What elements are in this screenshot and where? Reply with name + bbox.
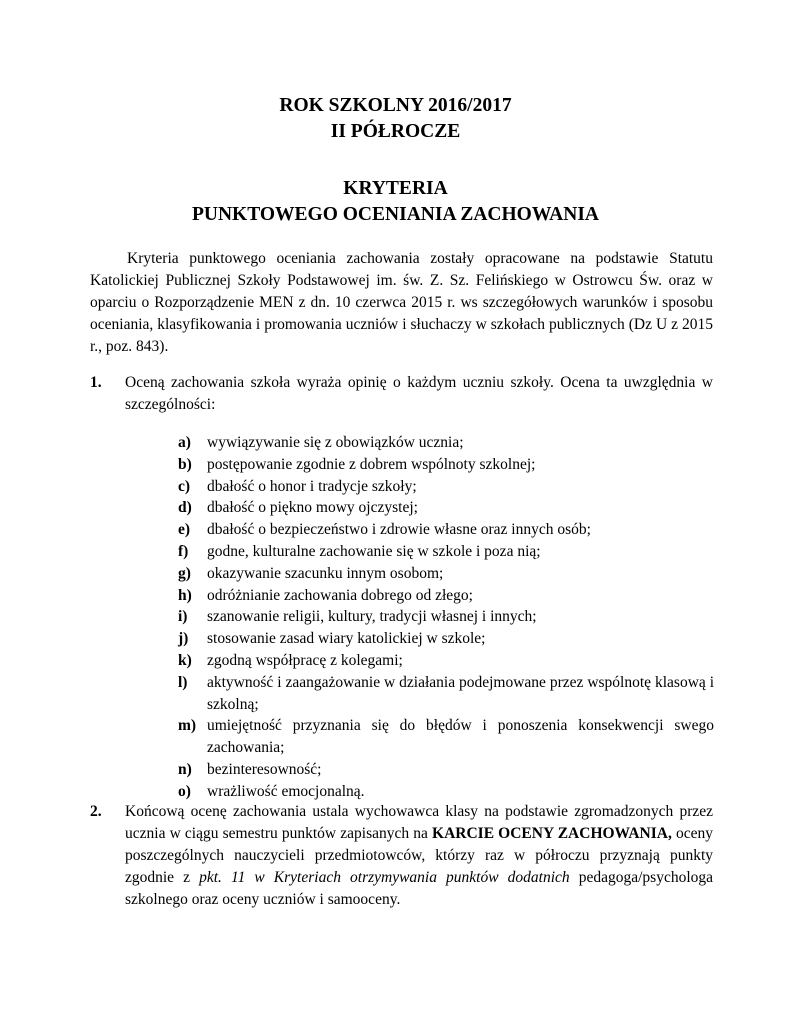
list-item-label: j)	[178, 630, 189, 648]
list-item-label: c)	[178, 477, 191, 495]
list-item	[178, 454, 714, 476]
list-item-text: godne, kulturalne zachowanie się w szkole i poza nią;	[207, 542, 541, 560]
list-item-text: wywiązywanie się z obowiązków ucznia;	[207, 434, 464, 451]
section-1-text: Oceną zachowania szkoła wyraża opinię o każdym uczniu szkoły. Ocena ta uwzględnia w szczególności:	[125, 374, 713, 413]
section-2-number: 2.	[90, 803, 102, 820]
criteria-subheading: PUNKTOWEGO OCENIANIA ZACHOWANIA	[191, 204, 600, 225]
list-item-label: f)	[178, 542, 189, 560]
section-2-text-c: pedagoga/psychologa szkolnego oraz oceny uczniów i samooceny.	[125, 869, 714, 908]
school-year-heading: ROK SZKOLNY 2016/2017	[279, 95, 512, 116]
list-item-label: a)	[178, 434, 191, 451]
list-item-label: e)	[178, 521, 191, 539]
list-item-label: n)	[178, 760, 192, 778]
list-item	[178, 497, 714, 519]
list-item-text: okazywanie szacunku innym osobom;	[207, 564, 444, 582]
list-item-label: o)	[178, 782, 191, 800]
list-item-text: stosowanie zasad wiary katolickiej w szkole;	[207, 630, 486, 648]
list-item	[178, 541, 714, 563]
list-item-label: m)	[178, 717, 197, 735]
list-item-text: odróżnianie zachowania dobrego od złego;	[207, 586, 473, 604]
list-item-label: i)	[178, 608, 188, 626]
criteria-heading: KRYTERIA	[343, 178, 448, 199]
list-item	[178, 476, 714, 498]
list-item	[178, 519, 714, 541]
list-item	[178, 759, 714, 781]
criteria-list	[178, 432, 714, 803]
list-item-label: b)	[178, 455, 192, 473]
section-2-text	[125, 801, 713, 911]
list-item-text: aktywność i zaangażowanie w działania podejmowane przez wspólnotę klasową i szkolną;	[207, 673, 714, 713]
list-item	[178, 672, 714, 716]
section-2-text-a: Końcową ocenę zachowania ustala wychowawca klasy na podstawie zgromadzonych przez ucznia w ciągu semestru punktów zapisanych na	[125, 803, 713, 842]
list-item-text: dbałość o honor i tradycje szkoły;	[207, 477, 417, 495]
list-item-label: k)	[178, 651, 192, 669]
list-item	[178, 650, 714, 672]
list-item-text: umiejętność przyznania się do błędów i ponoszenia konsekwencji swego zachowania;	[207, 717, 714, 757]
list-item-label: d)	[178, 499, 192, 517]
list-item-text: dbałość o bezpieczeństwo i zdrowie własne oraz innych osób;	[207, 521, 591, 539]
list-item	[178, 563, 714, 585]
list-item	[178, 606, 714, 628]
list-item-text: wrażliwość emocjonalną.	[207, 782, 365, 800]
list-item	[178, 628, 714, 650]
list-item	[178, 715, 714, 759]
list-item-text: postępowanie zgodnie z dobrem wspólnoty szkolnej;	[207, 455, 536, 473]
section-1-number: 1.	[90, 374, 102, 391]
semester-heading: II PÓŁROCZE	[330, 121, 461, 142]
list-item-label: l)	[178, 673, 188, 691]
list-item-text: szanowanie religii, kultury, tradycji własnej i innych;	[207, 608, 537, 626]
list-item-text: bezinteresowność;	[207, 760, 322, 778]
section-2-bold: KARCIE OCENY ZACHOWANIA,	[432, 825, 672, 842]
list-item-label: h)	[178, 586, 192, 604]
list-item-text: zgodną współpracę z kolegami;	[207, 651, 403, 669]
list-item	[178, 781, 714, 803]
intro-paragraph: Kryteria punktowego oceniania zachowania zostały opracowane na podstawie Statutu Katolickiej Publicznej Szkoły Podstawowej im. św. Z. Sz. Felińskiego w Ostrowcu Św. oraz w oparciu o Rozporządzenie MEN z dn. 10 czerwca 2015 r. ws szczegółowych warunków i sposobu oceniania, klasyfikowania i promowania uczniów i słuchaczy w szkołach publicznych (Dz U z 2015 r., poz. 843).	[90, 250, 713, 355]
list-item-label: g)	[178, 564, 191, 582]
list-item	[178, 585, 714, 607]
list-item	[178, 432, 714, 454]
list-item-text: dbałość o piękno mowy ojczystej;	[207, 499, 418, 517]
section-2-text-b: oceny poszczególnych nauczycieli przedmiotowców, którzy raz w półroczu przyznają punkty zgodnie z	[125, 825, 713, 886]
section-2-italic: pkt. 11 w Kryteriach otrzymywania punktów dodatnich	[199, 869, 570, 886]
